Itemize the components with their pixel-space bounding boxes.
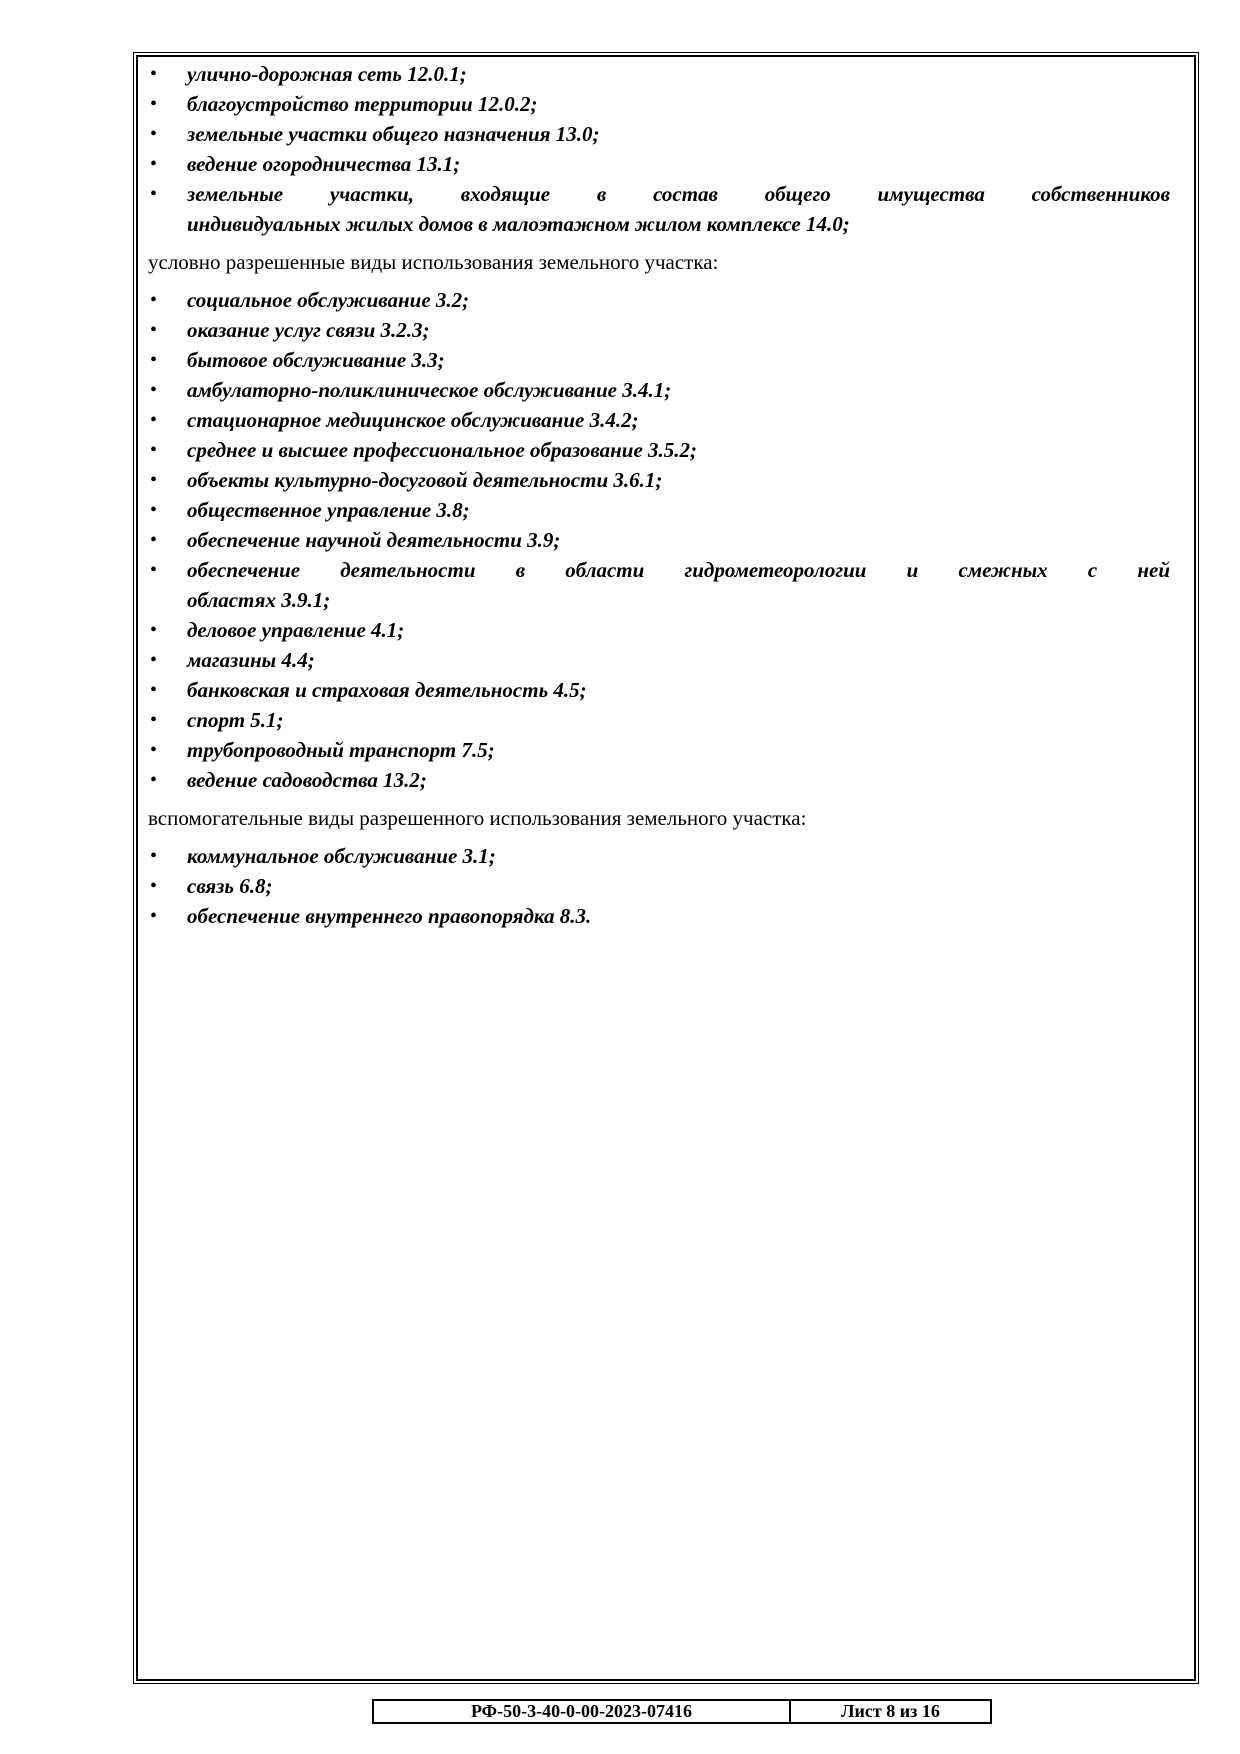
auxiliary-use-list (148, 841, 1170, 931)
bullet-icon: • (150, 123, 158, 145)
bullet-icon: • (150, 769, 158, 791)
list-item-text: деловое управление 4.1; (187, 618, 405, 642)
bullet-icon: • (150, 619, 158, 641)
bullet-icon: • (150, 289, 158, 311)
list-item-text: благоустройство территории 12.0.2; (187, 92, 538, 116)
bullet-icon: • (150, 439, 158, 461)
primary-use-list (148, 59, 1170, 239)
list-item-text: индивидуальных жилых домов в малоэтажном жилом комплексе 14.0; (187, 212, 850, 236)
list-item (148, 525, 1170, 555)
list-item (148, 179, 1170, 239)
bullet-icon: • (150, 679, 158, 701)
bullet-icon: • (150, 529, 158, 551)
list-item-text: банковская и страховая деятельность 4.5; (187, 678, 587, 702)
conditional-use-list (148, 285, 1170, 795)
list-item-text: обеспечение научной деятельности 3.9; (187, 528, 561, 552)
list-item (148, 315, 1170, 345)
list-item-text: связь 6.8; (187, 874, 273, 898)
list-item-text: общественное управление 3.8; (187, 498, 470, 522)
bullet-icon: • (150, 379, 158, 401)
list-item-text: улично-дорожная сеть 12.0.1; (187, 62, 467, 86)
list-item (148, 765, 1170, 795)
list-item (148, 119, 1170, 149)
list-item (148, 615, 1170, 645)
list-item (148, 735, 1170, 765)
list-item-text: ведение садоводства 13.2; (187, 768, 427, 792)
list-item-text: бытовое обслуживание 3.3; (187, 348, 445, 372)
list-item (148, 345, 1170, 375)
list-item (148, 871, 1170, 901)
bullet-icon: • (150, 905, 158, 927)
list-item-text: стационарное медицинское обслуживание 3.4.2; (187, 408, 639, 432)
bullet-icon: • (150, 469, 158, 491)
list-item-text: областях 3.9.1; (187, 588, 331, 612)
list-item (148, 841, 1170, 871)
list-item-text: земельные участки, входящие в состав общего имущества собственников (187, 182, 1170, 206)
list-item-text: социальное обслуживание 3.2; (187, 288, 470, 312)
list-item-text: обеспечение деятельности в области гидрометеорологии и смежных с ней (187, 558, 1170, 582)
list-item-text: ведение огородничества 13.1; (187, 152, 461, 176)
bullet-icon: • (150, 709, 158, 731)
sheet-number-cell: Лист 8 из 16 (841, 1701, 940, 1721)
bullet-icon: • (150, 739, 158, 761)
list-item (148, 495, 1170, 525)
list-item-text: спорт 5.1; (187, 708, 284, 732)
bullet-icon: • (150, 559, 158, 581)
list-item-text: трубопроводный транспорт 7.5; (187, 738, 495, 762)
list-item-text: оказание услуг связи 3.2.3; (187, 318, 430, 342)
bullet-icon: • (150, 319, 158, 341)
list-item (148, 375, 1170, 405)
bullet-icon: • (150, 499, 158, 521)
list-item-text: земельные участки общего назначения 13.0; (187, 122, 600, 146)
list-item (148, 465, 1170, 495)
list-item (148, 435, 1170, 465)
list-item-text: среднее и высшее профессиональное образование 3.5.2; (187, 438, 698, 462)
list-item (148, 675, 1170, 705)
bullet-icon: • (150, 183, 158, 205)
bullet-icon: • (150, 153, 158, 175)
content-area (136, 55, 1196, 1681)
list-item-text: магазины 4.4; (187, 648, 315, 672)
list-item-text: коммунальное обслуживание 3.1; (187, 844, 496, 868)
list-item (148, 89, 1170, 119)
list-item (148, 285, 1170, 315)
list-item-text: обеспечение внутреннего правопорядка 8.3. (187, 904, 592, 928)
list-item-text: объекты культурно-досуговой деятельности 3.6.1; (187, 468, 663, 492)
bullet-icon: • (150, 349, 158, 371)
list-item (148, 59, 1170, 89)
list-item (148, 901, 1170, 931)
footer-table (372, 1699, 992, 1724)
auxiliary-use-header: вспомогательные виды разрешенного использования земельного участка: (148, 806, 807, 830)
bullet-icon: • (150, 845, 158, 867)
bullet-icon: • (150, 875, 158, 897)
bullet-icon: • (150, 649, 158, 671)
bullet-icon: • (150, 409, 158, 431)
list-item (148, 705, 1170, 735)
list-item (148, 149, 1170, 179)
list-item-text: амбулаторно-поликлиническое обслуживание 3.4.1; (187, 378, 672, 402)
page-frame (133, 52, 1199, 1684)
bullet-icon: • (150, 63, 158, 85)
list-item (148, 405, 1170, 435)
conditional-use-header: условно разрешенные виды использования земельного участка: (148, 250, 719, 274)
doc-number-cell: РФ-50-3-40-0-00-2023-07416 (374, 1701, 791, 1722)
bullet-icon: • (150, 93, 158, 115)
list-item (148, 645, 1170, 675)
list-item (148, 555, 1170, 615)
